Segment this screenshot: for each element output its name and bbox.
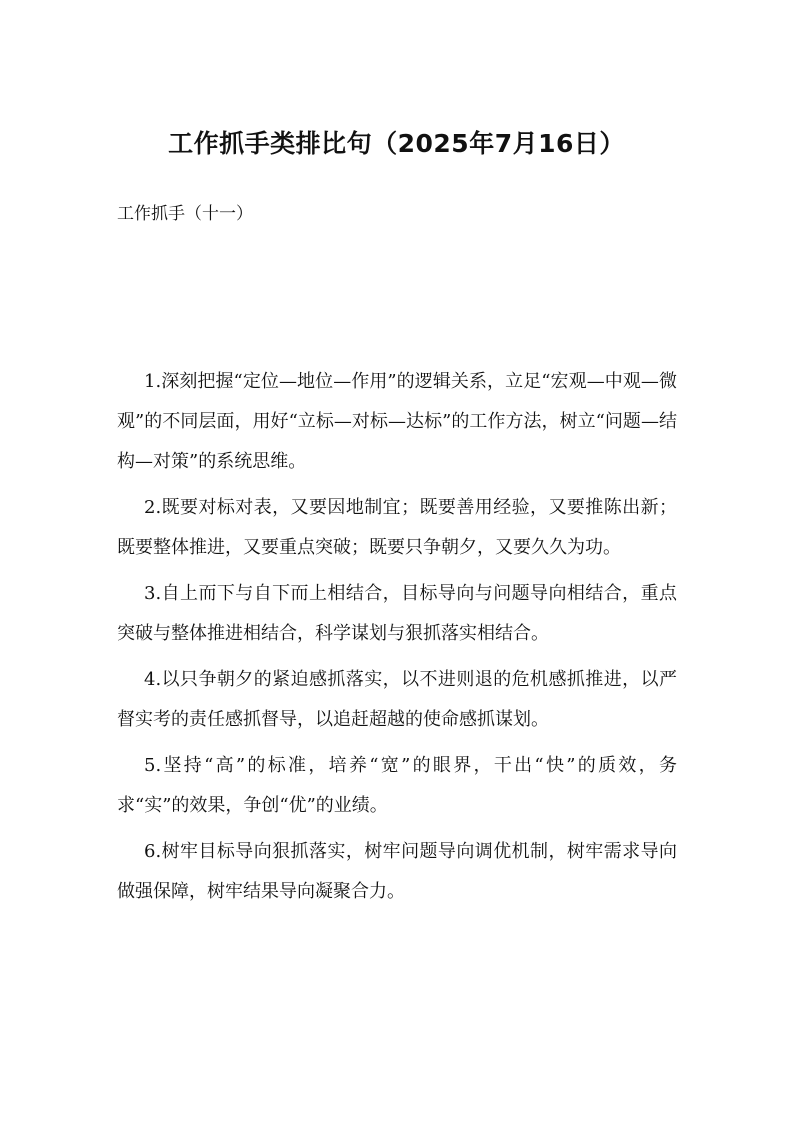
document-title: 工作抓手类排比句（2025年7月16日） [168,129,625,158]
paragraph-2: 2.既要对标对表，又要因地制宜；既要善用经验，又要推陈出新；既要整体推进，又要重点突破；既要只争朝夕，又要久久为功。 [117,497,677,558]
paragraph-4: 4.以只争朝夕的紧迫感抓落实，以不进则退的危机感抓推进，以严督实考的责任感抓督导，以追赶超越的使命感抓谋划。 [117,669,677,730]
document-body [117,362,677,918]
paragraph-3: 3.自上而下与自下而上相结合，目标导向与问题导向相结合，重点突破与整体推进相结合，科学谋划与狠抓落实相结合。 [117,583,677,644]
paragraph-6: 6.树牢目标导向狠抓落实，树牢问题导向调优机制，树牢需求导向做强保障，树牢结果导向凝聚合力。 [117,841,677,902]
document-subtitle: 工作抓手（十一） [117,204,253,224]
paragraph-5: 5.坚持“高”的标准，培养“宽”的眼界，干出“快”的质效，务求“实”的效果，争创“优”的业绩。 [117,755,677,816]
paragraph-1: 1.深刻把握“定位—地位—作用”的逻辑关系，立足“宏观—中观—微观”的不同层面，用好“立标—对标—达标”的工作方法，树立“问题—结构—对策”的系统思维。 [117,371,677,472]
